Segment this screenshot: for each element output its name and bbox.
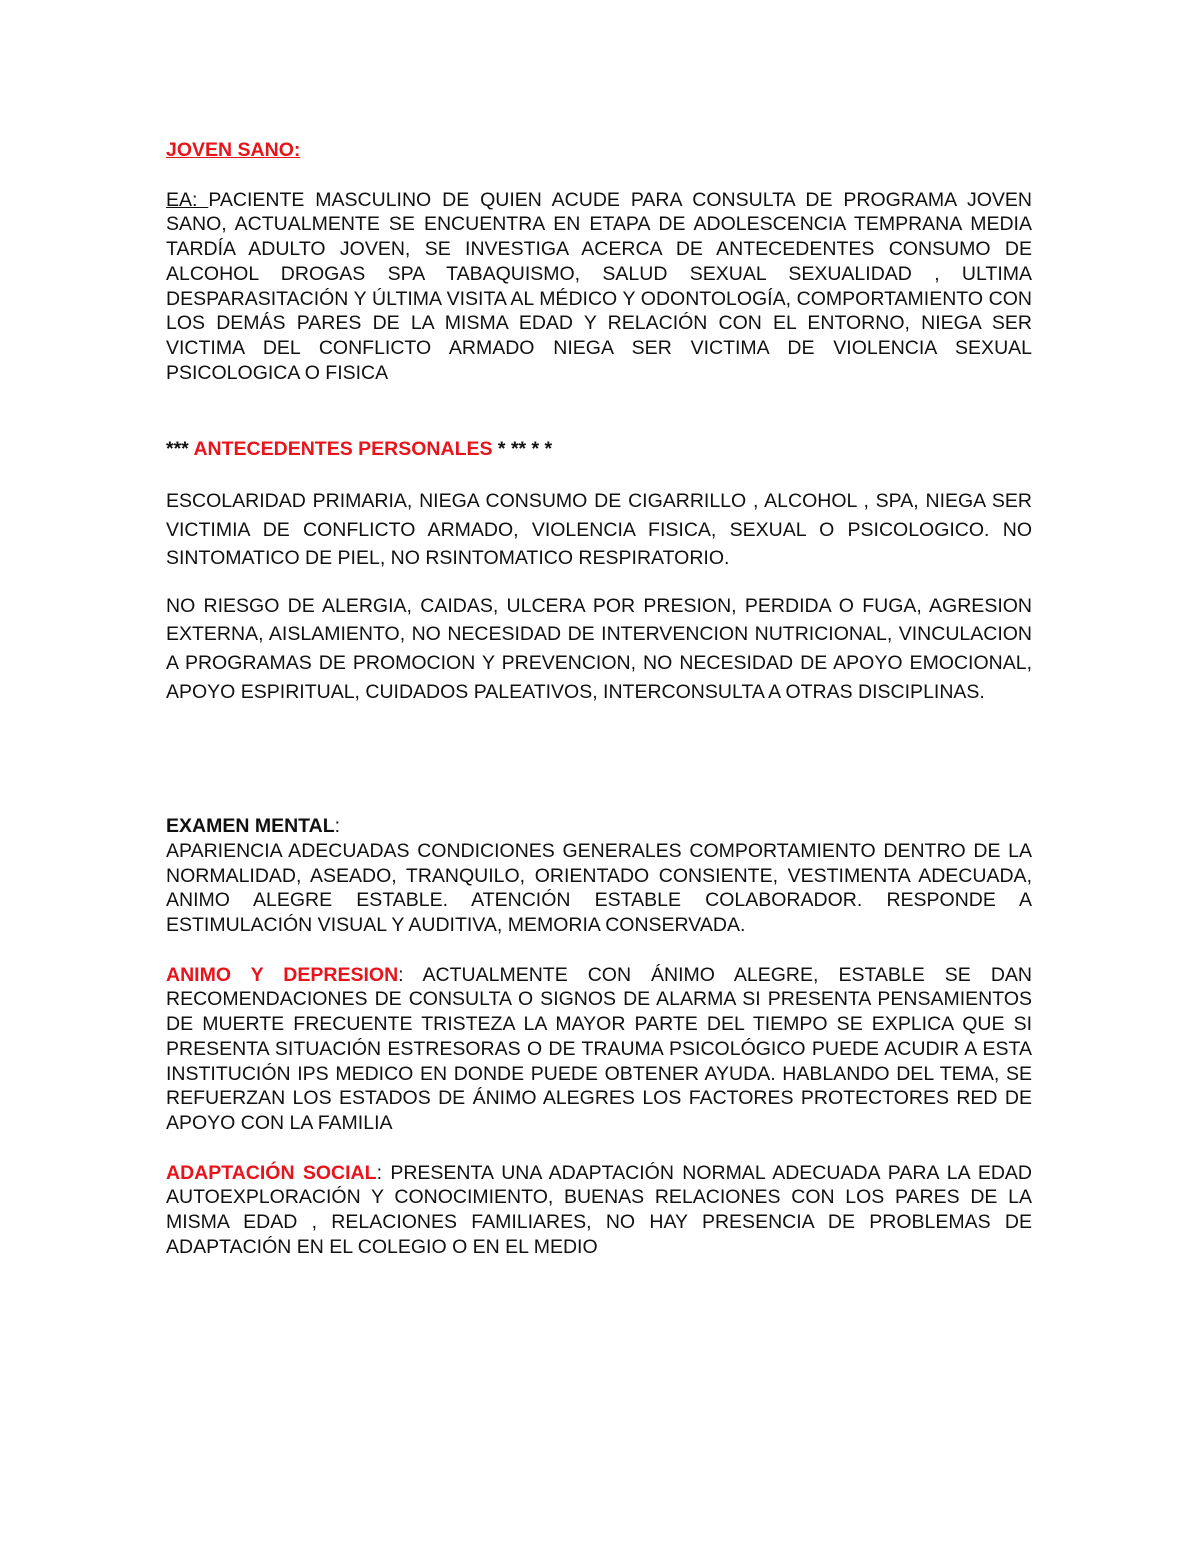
- examen-mental-heading: [166, 814, 1032, 839]
- examen-mental-colon: :: [334, 815, 341, 838]
- animo-text: : ACTUALMENTE CON ÁNIMO ALEGRE, ESTABLE SE DAN RECOMENDACIONES DE CONSULTA O SIGNOS DE ALARMA SI PRESENTA PENSAMIENTOS DE MUERTE FRECUENTE TRISTEZA LA MAYOR PARTE DEL TIEMPO SE EXPLICA QUE SI PRESENTA SITUACIÓN ESTRESORAS O DE TRAUMA PSICOLÓGICO PUEDE ACUDIR A ESTA INSTITUCIÓN IPS MEDICO EN DONDE PUEDE OBTENER AYUDA. HABLANDO DEL TEMA, SE REFUERZAN LOS ESTADOS DE ÁNIMO ALEGRES LOS FACTORES PROTECTORES RED DE APOYO CON LA FAMILIA: [166, 963, 1032, 1134]
- animo-title: ANIMO Y DEPRESION: [166, 963, 399, 986]
- antecedentes-heading: [166, 437, 1032, 462]
- animo-paragraph: [166, 963, 1032, 1136]
- antecedentes-title: ANTECEDENTES PERSONALES: [193, 438, 493, 461]
- ea-paragraph: [166, 188, 1032, 386]
- antecedentes-paragraph-2: NO RIESGO DE ALERGIA, CAIDAS, ULCERA POR PRESION, PERDIDA O FUGA, AGRESION EXTERNA, AISLAMIENTO, NO NECESIDAD DE INTERVENCION NUTRICIONAL, VINCULACION A PROGRAMAS DE PROMOCION Y PREVENCION, NO NECESIDAD DE APOYO EMOCIONAL, APOYO ESPIRITUAL, CUIDADOS PALEATIVOS, INTERCONSULTA A OTRAS DISCIPLINAS.: [166, 594, 1032, 703]
- examen-mental-title: EXAMEN MENTAL: [166, 815, 335, 838]
- adaptacion-text: : PRESENTA UNA ADAPTACIÓN NORMAL ADECUADA PARA LA EDAD AUTOEXPLORACIÓN Y CONOCIMIENTO, BUENAS RELACIONES CON LOS PARES DE LA MISMA EDAD , RELACIONES FAMILIARES, NO HAY PRESENCIA DE PROBLEMAS DE ADAPTACIÓN EN EL COLEGIO O EN EL MEDIO: [166, 1161, 1033, 1258]
- adaptacion-title: ADAPTACIÓN SOCIAL: [166, 1161, 377, 1184]
- document-body: [166, 138, 1032, 1259]
- title-joven-sano: JOVEN SANO:: [166, 139, 301, 161]
- section-title: [166, 138, 1032, 163]
- adaptacion-paragraph: [166, 1161, 1032, 1260]
- antecedentes-paragraph-1: ESCOLARIDAD PRIMARIA, NIEGA CONSUMO DE CIGARRILLO , ALCOHOL , SPA, NIEGA SER VICTIMIA DE CONFLICTO ARMADO, VIOLENCIA FISICA, SEXUAL O PSICOLOGICO. NO SINTOMATICO DE PIEL, NO RSINTOMATICO RESPIRATORIO.: [166, 490, 1032, 570]
- ea-text: PACIENTE MASCULINO DE QUIEN ACUDE PARA CONSULTA DE PROGRAMA JOVEN SANO, ACTUALMENTE SE ENCUENTRA EN ETAPA DE ADOLESCENCIA TEMPRANA MEDIA TARDÍA ADULTO JOVEN, SE INVESTIGA ACERCA DE ANTECEDENTES CONSUMO DE ALCOHOL DROGAS SPA TABAQUISMO, SALUD SEXUAL SEXUALIDAD , ULTIMA DESPARASITACIÓN Y ÚLTIMA VISITA AL MÉDICO Y ODONTOLOGÍA, COMPORTAMIENTO CON LOS DEMÁS PARES DE LA MISMA EDAD Y RELACIÓN CON EL ENTORNO, NIEGA SER VICTIMA DEL CONFLICTO ARMADO NIEGA SER VICTIMA DE VIOLENCIA SEXUAL PSICOLOGICA O FISICA: [166, 188, 1032, 384]
- examen-mental-paragraph: APARIENCIA ADECUADAS CONDICIONES GENERALES COMPORTAMIENTO DENTRO DE LA NORMALIDAD, ASEADO, TRANQUILO, ORIENTADO CONSIENTE, VESTIMENTA ADECUADA, ANIMO ALEGRE ESTABLE. ATENCIÓN ESTABLE COLABORADOR. RESPONDE A ESTIMULACIÓN VISUAL Y AUDITIVA, MEMORIA CONSERVADA.: [166, 839, 1032, 936]
- ea-label: EA:: [166, 188, 209, 211]
- antecedentes-prefix: ***: [166, 438, 194, 461]
- antecedentes-suffix: * ** * *: [492, 438, 553, 461]
